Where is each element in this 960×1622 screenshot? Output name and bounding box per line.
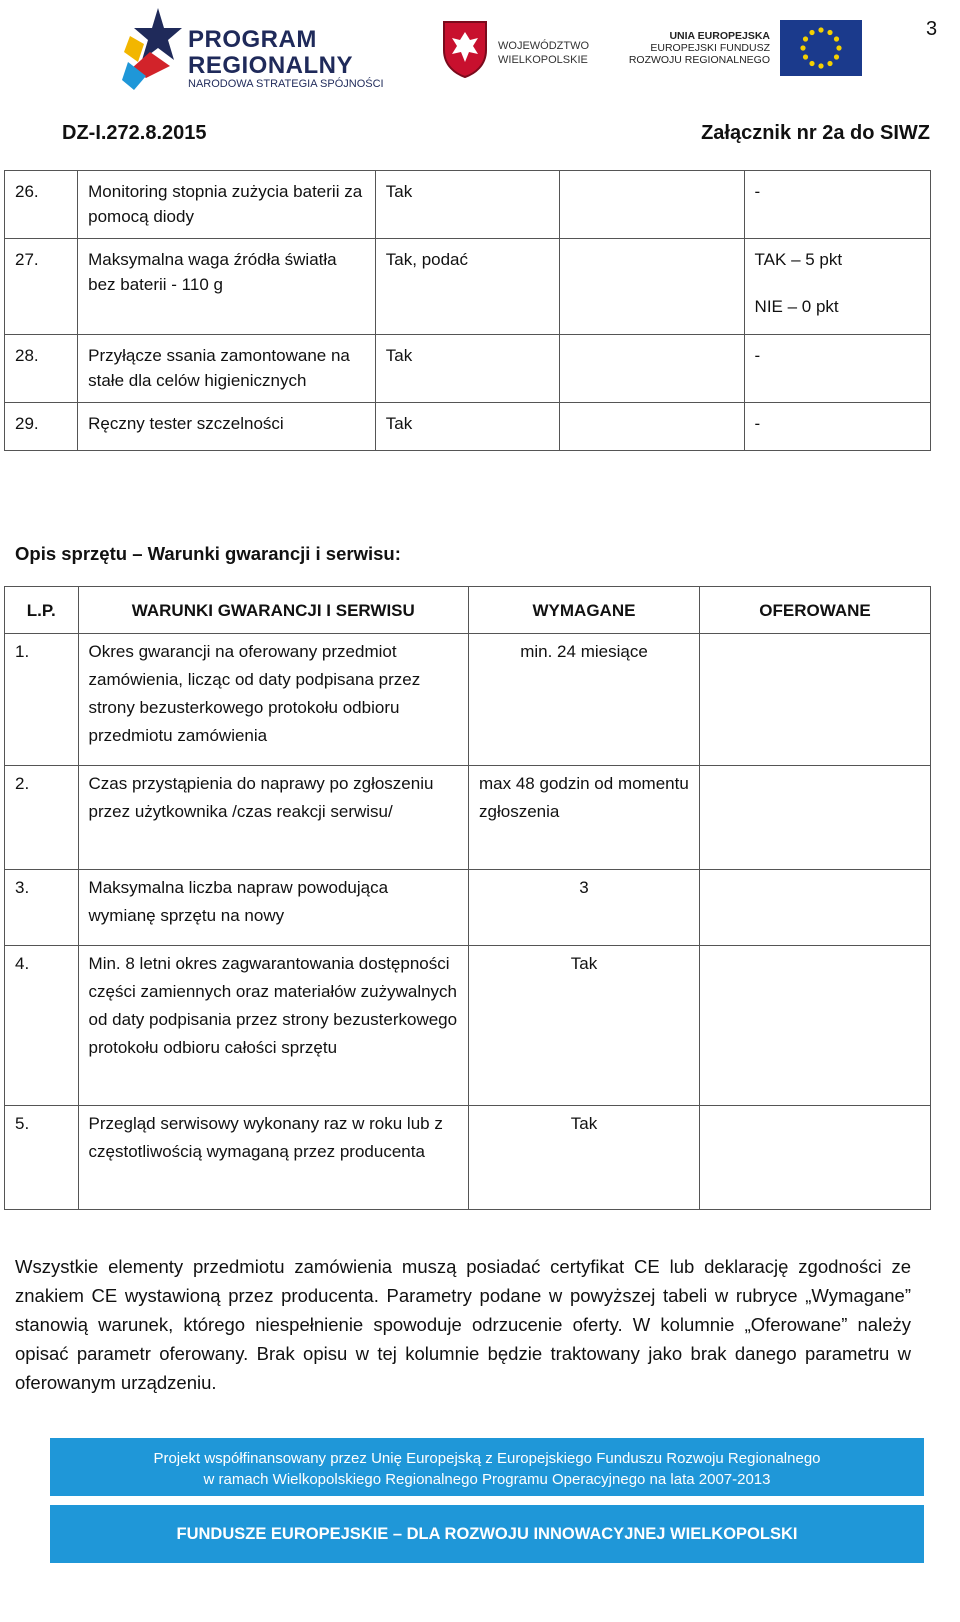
footer-line-1: Projekt współfinansowany przez Unię Europejską z Europejskiego Funduszu Rozwoju Regionalnego — [153, 1450, 821, 1467]
funds-banner: FUNDUSZE EUROPEJSKIE – DLA ROZWOJU INNOWACYJNEJ WIELKOPOLSKI — [50, 1505, 924, 1563]
offered-cell — [699, 870, 930, 946]
header-offered: OFEROWANE — [699, 587, 930, 634]
header-lp: L.P. — [5, 587, 79, 634]
wojewodztwo-line-1: WOJEWÓDZTWO — [498, 40, 590, 52]
lp-cell: 26. — [5, 171, 78, 239]
score-yes: TAK – 5 pkt — [754, 250, 843, 269]
score-cell: - — [744, 171, 930, 239]
offered-cell — [699, 634, 930, 766]
required-cell: Tak — [375, 171, 559, 239]
required-cell: Tak — [375, 403, 559, 451]
table-row — [5, 335, 931, 403]
offered-cell — [560, 239, 744, 335]
lp-cell: 2. — [5, 766, 79, 870]
lp-cell: 3. — [5, 870, 79, 946]
table-row — [5, 634, 931, 766]
lp-cell: 1. — [5, 634, 79, 766]
required-cell: Tak — [469, 1106, 700, 1210]
required-cell: Tak, podać — [375, 239, 559, 335]
offered-cell — [560, 171, 744, 239]
table-row — [5, 239, 931, 335]
score-cell: - — [744, 403, 930, 451]
offered-cell — [560, 335, 744, 403]
eu-flag-icon — [780, 20, 862, 76]
condition-cell: Maksymalna liczba napraw powodująca wymianę sprzętu na nowy — [78, 870, 468, 946]
table-row — [5, 171, 931, 239]
program-regionalny-logo — [120, 6, 384, 92]
crest-icon — [440, 20, 490, 78]
lp-cell: 28. — [5, 335, 78, 403]
required-cell: 3 — [469, 870, 700, 946]
document-reference: DZ-I.272.8.2015 — [62, 122, 207, 144]
param-cell: Przyłącze ssania zamontowane na stałe dla celów higienicznych — [78, 335, 376, 403]
score-no: NIE – 0 pkt — [754, 297, 839, 316]
requirements-paragraph: Wszystkie elementy przedmiotu zamówienia muszą posiadać certyfikat CE lub deklarację zgodności ze znakiem CE wystawioną przez producenta. Parametry podane w powyższej tabeli w rubryce „Wymagane” stanowią warunek, którego niespełnienie spowoduje odrzucenie oferty. W kolumnie „Oferowane” należy opisać parametr oferowany. Brak opisu w tej kolumnie będzie traktowany jako brak danego parametru w oferowanym urządzeniu. — [15, 1256, 911, 1393]
required-cell: min. 24 miesiące — [469, 634, 700, 766]
score-cell — [744, 239, 930, 335]
table-row — [5, 766, 931, 870]
lp-cell: 27. — [5, 239, 78, 335]
lp-cell: 5. — [5, 1106, 79, 1210]
param-cell: Monitoring stopnia zużycia baterii za pomocą diody — [78, 171, 376, 239]
table-row — [5, 946, 931, 1106]
section-title: Opis sprzętu – Warunki gwarancji i serwisu: — [15, 543, 401, 564]
offered-cell — [699, 946, 930, 1106]
cofinancing-footer — [50, 1438, 924, 1496]
param-cell: Maksymalna waga źródła światła bez baterii - 110 g — [78, 239, 376, 335]
condition-cell: Przegląd serwisowy wykonany raz w roku lub z częstotliwością wymaganą przez producenta — [78, 1106, 468, 1210]
eu-line-3: ROZWOJU REGIONALNEGO — [628, 54, 770, 66]
offered-cell — [560, 403, 744, 451]
eu-line-1: UNIA EUROPEJSKA — [669, 30, 770, 42]
required-cell: Tak — [469, 946, 700, 1106]
logo-line-2: REGIONALNY — [188, 52, 354, 79]
wojewodztwo-line-2: WIELKOPOLSKIE — [498, 54, 588, 66]
condition-cell: Czas przystąpienia do naprawy po zgłoszeniu przez użytkownika /czas reakcji serwisu/ — [78, 766, 468, 870]
required-cell: Tak — [375, 335, 559, 403]
star-logo-icon — [120, 6, 184, 92]
score-cell: - — [744, 335, 930, 403]
header-row — [5, 587, 931, 634]
wojewodztwo-logo — [440, 20, 600, 80]
table-row — [5, 1106, 931, 1210]
lp-cell: 4. — [5, 946, 79, 1106]
condition-cell: Min. 8 letni okres zagwarantowania dostępności części zamiennych oraz materiałów zużywalnych od daty podpisania przez strony bezusterkowego protokołu odbioru całości sprzętu — [78, 946, 468, 1106]
eu-logo — [630, 20, 870, 80]
footer-line-2: w ramach Wielkopolskiego Regionalnego Programu Operacyjnego na lata 2007-2013 — [203, 1471, 771, 1488]
offered-cell — [699, 1106, 930, 1210]
parameters-table — [4, 170, 931, 451]
table-row — [5, 403, 931, 451]
page-number: 3 — [926, 18, 938, 40]
warranty-table — [4, 586, 931, 1210]
param-cell: Ręczny tester szczelności — [78, 403, 376, 451]
required-cell: max 48 godzin od momentu zgłoszenia — [469, 766, 700, 870]
logo-line-3: NARODOWA STRATEGIA SPÓJNOŚCI — [188, 78, 384, 90]
attachment-label: Załącznik nr 2a do SIWZ — [701, 122, 930, 144]
header-condition: WARUNKI GWARANCJI I SERWISU — [78, 587, 468, 634]
eu-line-2: EUROPEJSKI FUNDUSZ — [650, 42, 770, 54]
offered-cell — [699, 766, 930, 870]
lp-cell: 29. — [5, 403, 78, 451]
header-required: WYMAGANE — [469, 587, 700, 634]
condition-cell: Okres gwarancji na oferowany przedmiot zamówienia, licząc od daty podpisana przez strony bezusterkowego protokołu odbioru przedmiotu zamówienia — [78, 634, 468, 766]
table-row — [5, 870, 931, 946]
logo-line-1: PROGRAM — [188, 26, 317, 53]
